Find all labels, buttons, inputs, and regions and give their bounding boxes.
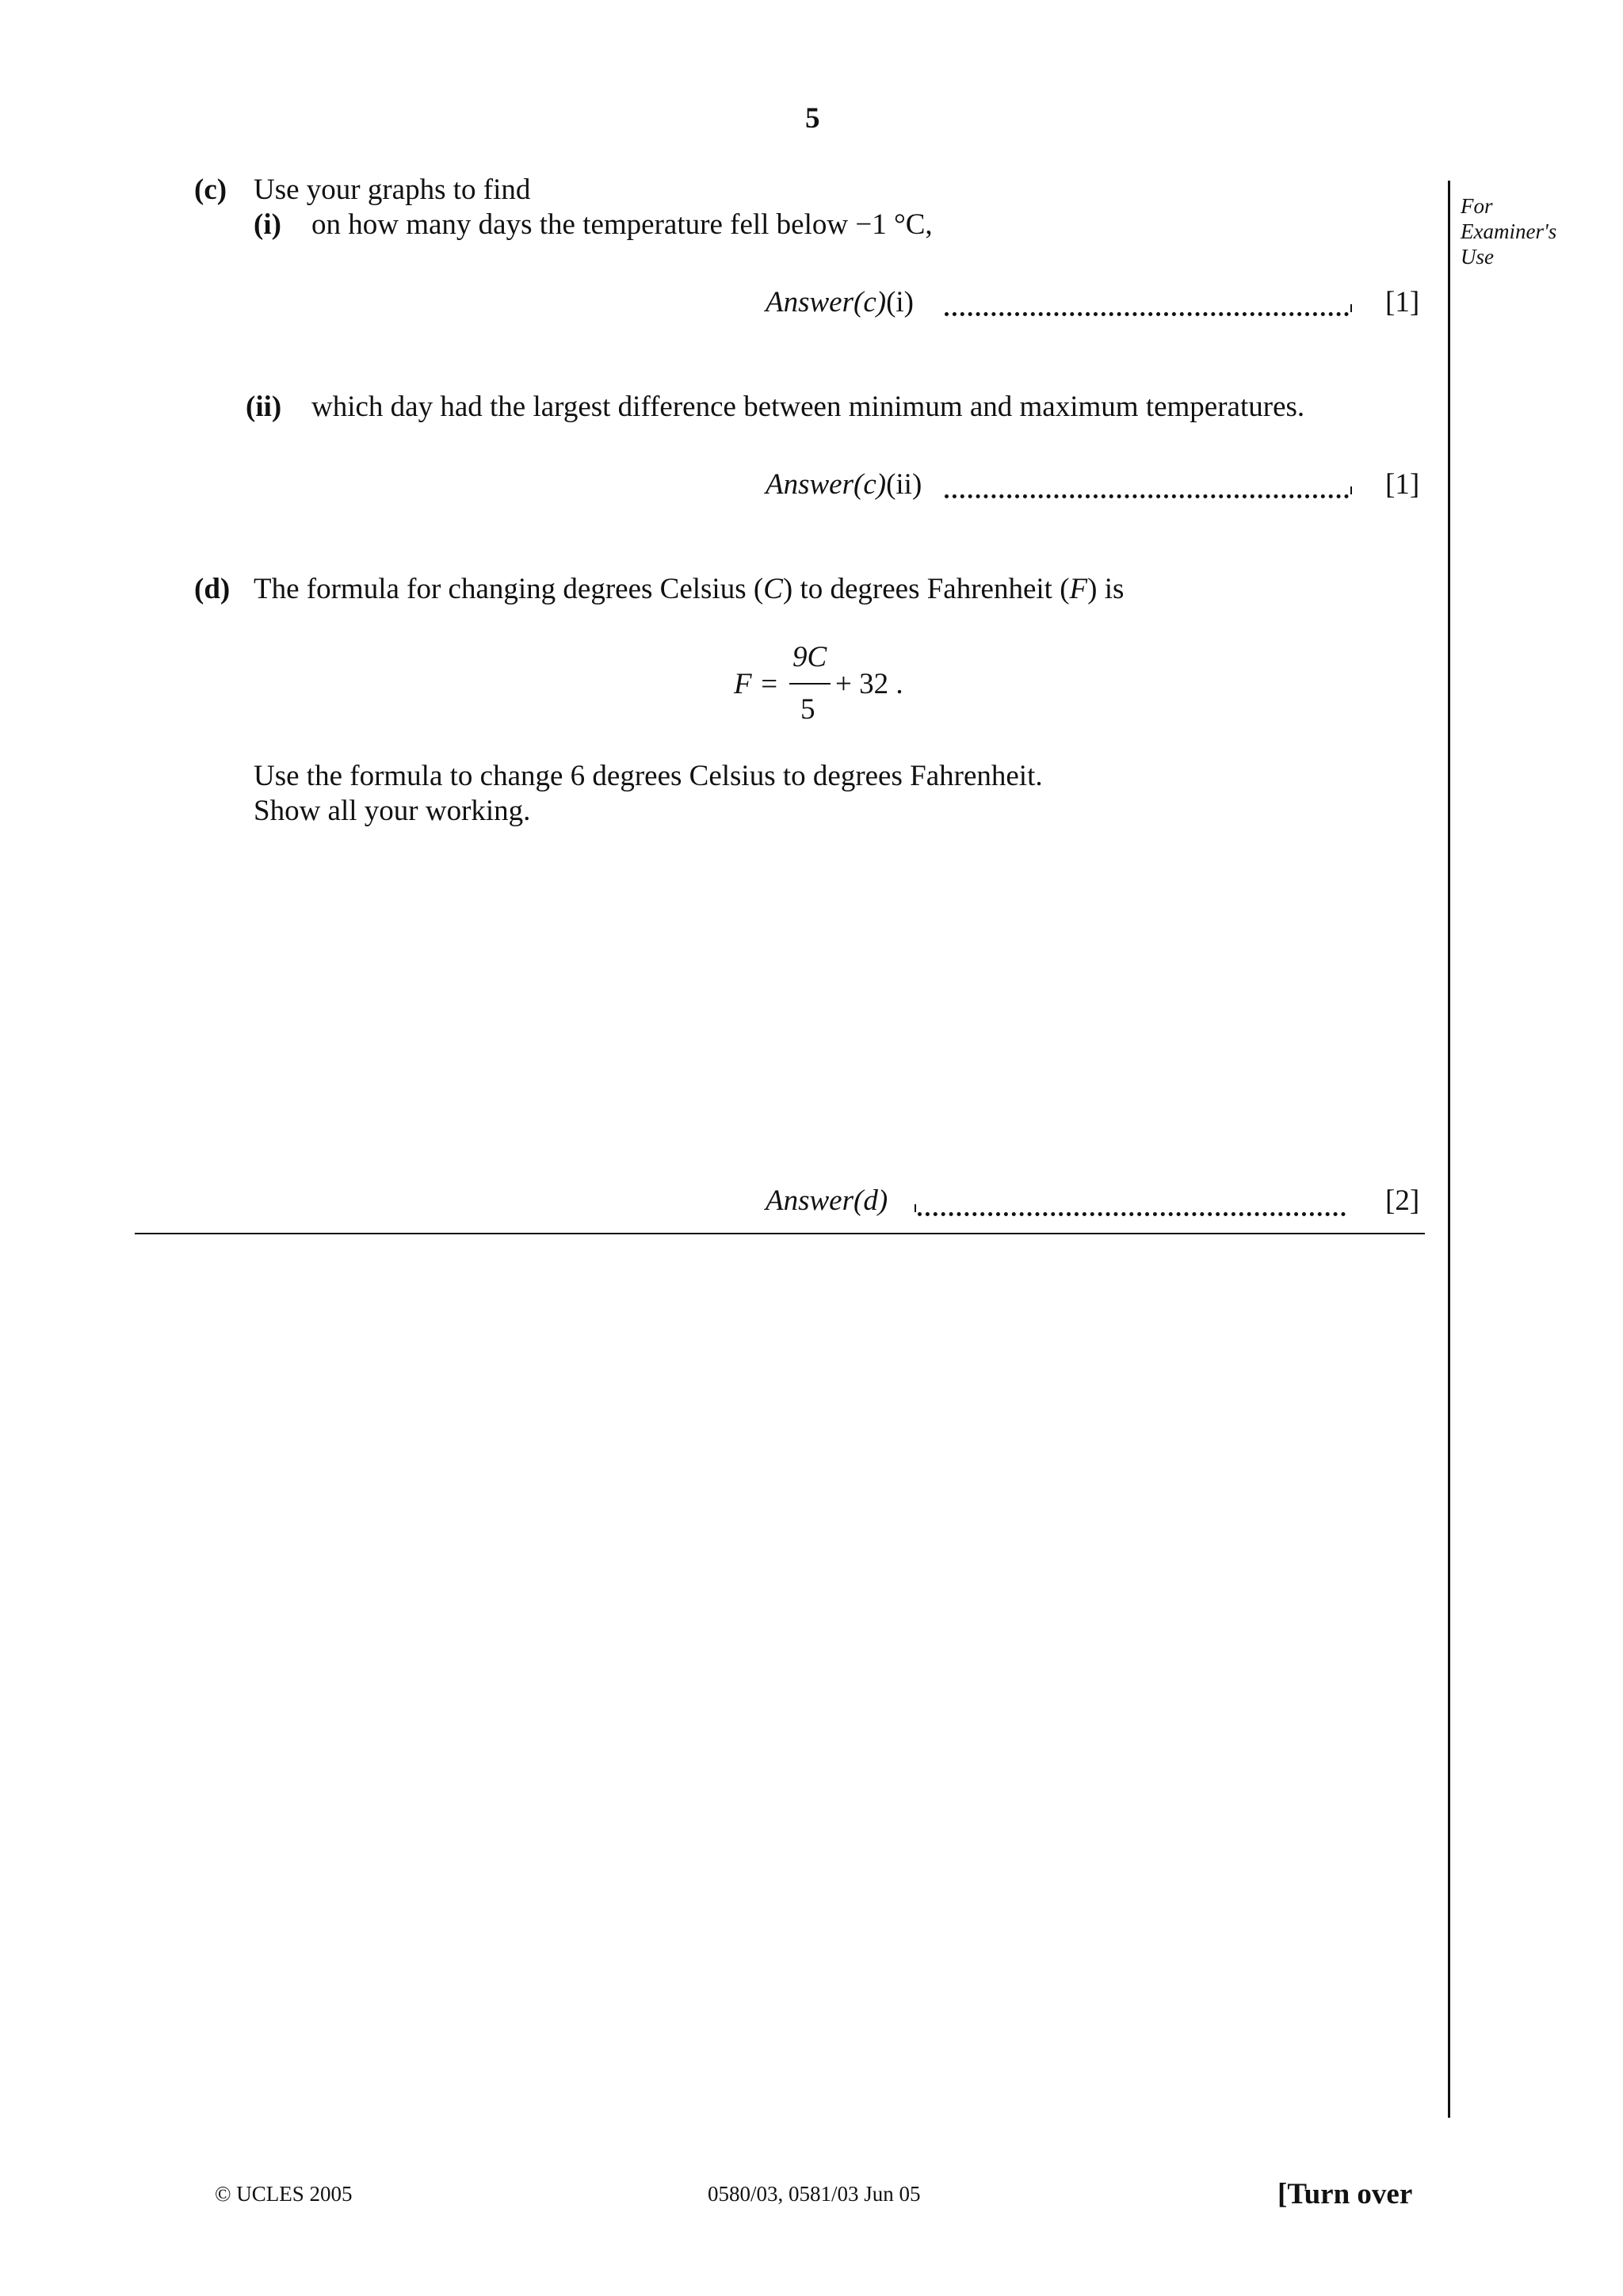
examiner-margin-rule	[1448, 181, 1450, 2118]
answer-c-ii-label	[766, 467, 922, 502]
answer-c-ii-line[interactable]	[945, 494, 1349, 498]
formula-denominator: 5	[800, 693, 815, 726]
part-d-text-3: ) is	[1087, 573, 1125, 605]
answer-c-i-label-italic: Answer(c)	[766, 286, 887, 318]
examiner-label-line-3: Use	[1461, 245, 1494, 269]
part-d-instruction-2: Show all your working.	[254, 795, 531, 827]
footer-turn-over: [Turn over	[1277, 2178, 1413, 2210]
answer-c-ii-label-suffix: (ii)	[886, 468, 922, 501]
examiner-label-line-1: For	[1461, 194, 1493, 218]
marks-d: [2]	[1385, 1184, 1420, 1217]
answer-c-i-line[interactable]	[945, 312, 1349, 316]
examiner-use-label	[1461, 193, 1556, 269]
answer-c-ii-label-italic: Answer(c)	[766, 468, 887, 501]
marks-c-i: [1]	[1385, 286, 1420, 318]
formula-fraction-bar	[789, 683, 831, 685]
answer-c-i-label-suffix: (i)	[886, 286, 915, 318]
examiner-label-line-2: Examiner's	[1461, 219, 1557, 243]
part-d-instruction-1: Use the formula to change 6 degrees Celsius to degrees Fahrenheit.	[254, 760, 1043, 792]
part-c-label: (c)	[194, 174, 227, 206]
part-d-question	[254, 572, 1124, 607]
marks-c-ii: [1]	[1385, 468, 1420, 501]
formula-numerator: 9C	[792, 641, 827, 673]
part-c-ii-question: which day had the largest difference between minimum and maximum temperatures.	[311, 391, 1305, 423]
page-number: 5	[805, 102, 820, 135]
answer-d-line[interactable]	[918, 1212, 1346, 1216]
part-c-i-label: (i)	[254, 208, 281, 241]
answer-c-i-label	[766, 285, 914, 320]
part-c-ii-label: (ii)	[246, 391, 282, 423]
fahrenheit-formula	[731, 640, 905, 727]
part-c-i-question: on how many days the temperature fell below −1 °C,	[311, 208, 933, 241]
part-d-var-c: C	[763, 573, 783, 605]
formula-lhs: F =	[734, 668, 779, 700]
part-d-text-2: ) to degrees Fahrenheit (	[782, 573, 1070, 605]
part-d-label: (d)	[194, 573, 231, 605]
part-d-text-1: The formula for changing degrees Celsius (	[254, 573, 764, 605]
question-end-rule	[135, 1233, 1425, 1234]
part-d-var-f: F	[1069, 573, 1088, 605]
footer-paper-code: 0580/03, 0581/03 Jun 05	[708, 2182, 921, 2206]
footer-copyright: © UCLES 2005	[215, 2182, 353, 2206]
part-c-intro: Use your graphs to find	[254, 174, 531, 206]
answer-d-label: Answer(d)	[766, 1184, 888, 1217]
formula-rhs: + 32 .	[835, 668, 903, 700]
